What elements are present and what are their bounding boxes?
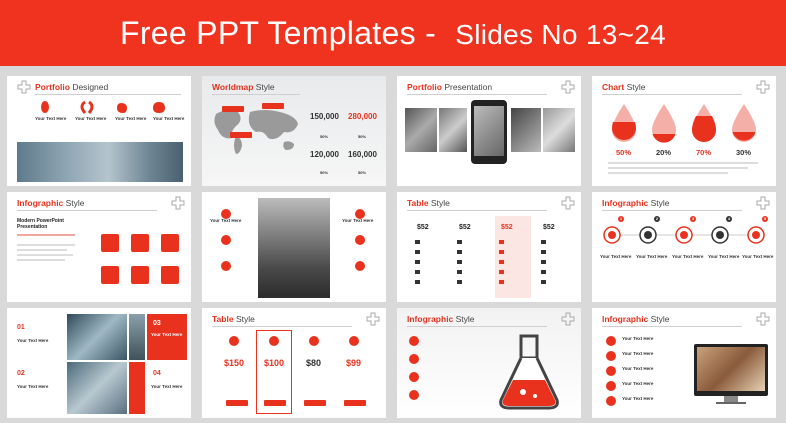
text-placeholder	[608, 167, 748, 169]
slide-title: Infographic Style	[602, 198, 670, 208]
family-photo	[405, 108, 437, 152]
slide-table-style-2[interactable]	[202, 308, 386, 418]
slide-title: Table Style	[212, 314, 255, 324]
map-label	[230, 132, 252, 138]
slide-title: Infographic Style	[602, 314, 670, 324]
item-label: Your Text Here	[151, 384, 183, 389]
step-number: 3	[691, 216, 695, 221]
slides-grid	[0, 66, 786, 423]
monitor-screen-photo	[697, 347, 765, 391]
bullet-icons	[407, 334, 421, 404]
medical-cross-icon	[366, 312, 380, 326]
slide-portfolio-presentation[interactable]	[397, 76, 581, 186]
stat-value: 160,000	[348, 150, 377, 159]
medical-cross-icon	[171, 196, 185, 210]
family-photo	[511, 108, 541, 152]
start-button[interactable]	[226, 400, 248, 406]
title-rule	[17, 210, 157, 211]
text-placeholder	[17, 244, 75, 246]
text-placeholder	[17, 249, 67, 251]
item-label: Your Text Here	[342, 218, 374, 223]
slide-heading: Modern PowerPoint Presentation	[17, 218, 64, 230]
map-label	[222, 106, 244, 112]
stat-value: 150,000	[310, 112, 339, 121]
item-label: Your Text Here	[622, 336, 654, 341]
text-placeholder	[608, 162, 758, 164]
icon-box	[161, 234, 179, 252]
title-rule	[407, 326, 547, 327]
price: $52	[417, 224, 429, 231]
step-number: 4	[727, 216, 731, 221]
title-rule	[602, 326, 742, 327]
price: $52	[543, 224, 555, 231]
slide-infographic-style-1[interactable]	[7, 192, 191, 302]
flask-illustration	[497, 334, 561, 414]
step-number: 2	[655, 216, 659, 221]
medical-cross-icon	[756, 80, 770, 94]
price: $100	[264, 358, 285, 368]
item-label: Your Text Here	[17, 338, 49, 343]
slide-chart-style[interactable]	[592, 76, 776, 186]
percent-label: 50%	[358, 170, 367, 175]
slide-infographic-style-3[interactable]	[397, 308, 581, 418]
stat-value: 120,000	[310, 150, 339, 159]
organ-icons	[604, 334, 618, 408]
text-placeholder	[17, 234, 75, 236]
building-photo	[258, 198, 330, 298]
organ-icons	[226, 334, 376, 348]
item-label: Your Text Here	[708, 254, 740, 259]
map-label	[262, 103, 284, 109]
slide-title: Portfolio Designed	[35, 82, 109, 92]
icon-box	[131, 234, 149, 252]
start-button[interactable]	[344, 400, 366, 406]
item-label: Your Text Here	[742, 254, 774, 259]
price: $99	[346, 358, 362, 368]
start-button[interactable]	[304, 400, 326, 406]
medical-cross-icon	[756, 196, 770, 210]
hospital-room-photo	[17, 142, 183, 182]
icon-box	[101, 266, 119, 284]
title-banner	[0, 0, 786, 66]
item-label: Your Text Here	[75, 116, 107, 121]
item-label: Your Text Here	[622, 351, 654, 356]
blood-drop-chart	[604, 102, 764, 144]
icon-box	[131, 266, 149, 284]
title-rule	[407, 94, 547, 95]
monitor-base	[716, 402, 746, 404]
section-number: 02	[17, 370, 25, 377]
text-placeholder	[608, 172, 728, 174]
price: $52	[501, 224, 513, 231]
stat-value: 280,000	[348, 112, 377, 121]
slide-worldmap-style[interactable]	[202, 76, 386, 186]
section-number: 04	[153, 370, 161, 377]
slide-title: Worldmap Style	[212, 82, 275, 92]
text-placeholder	[17, 259, 65, 261]
item-label: Your Text Here	[600, 254, 632, 259]
item-label: Your Text Here	[636, 254, 668, 259]
section-number: 01	[17, 324, 25, 331]
item-label: Your Text Here	[35, 116, 67, 121]
slide-title: Portfolio Presentation	[407, 82, 493, 92]
banner-title	[120, 15, 666, 52]
world-map	[210, 106, 302, 156]
title-rule	[35, 94, 181, 95]
item-label: Your Text Here	[115, 116, 147, 121]
item-label: Your Text Here	[622, 396, 654, 401]
slide-title: Chart Style	[602, 82, 646, 92]
text-placeholder	[17, 254, 73, 256]
medical-cross-icon	[17, 80, 31, 94]
medical-photo	[67, 314, 127, 360]
item-label: Your Text Here	[151, 332, 183, 337]
start-button[interactable]	[264, 400, 286, 406]
title-rule	[212, 94, 300, 95]
slide-title: Infographic Style	[407, 314, 475, 324]
banner-main-text: Free PPT Templates -	[119, 14, 446, 51]
title-rule	[212, 326, 352, 327]
section-number: 03	[153, 320, 161, 327]
family-photo	[543, 108, 575, 152]
item-label: Your Text Here	[672, 254, 704, 259]
percent-value: 70%	[696, 148, 712, 157]
percent-label: 50%	[358, 134, 367, 139]
medical-photo	[129, 314, 145, 360]
percent-label: 50%	[320, 170, 329, 175]
price: $52	[459, 224, 471, 231]
percent-value: 20%	[656, 148, 672, 157]
accent-strip	[129, 362, 145, 414]
icon-box	[161, 266, 179, 284]
family-photo	[439, 108, 467, 152]
step-number: 1	[619, 216, 623, 221]
phone-screen-photo	[474, 106, 504, 156]
title-rule	[602, 94, 742, 95]
medical-cross-icon	[561, 80, 575, 94]
medical-cross-icon	[756, 312, 770, 326]
slide-table-style-1[interactable]	[397, 192, 581, 302]
item-label: Your Text Here	[622, 366, 654, 371]
slide-title: Infographic Style	[17, 198, 85, 208]
price: $80	[306, 358, 322, 368]
slide-infographic-style-4[interactable]	[592, 308, 776, 418]
slide-photo-grid[interactable]	[7, 308, 191, 418]
icon-box	[101, 234, 119, 252]
item-label: Your Text Here	[622, 381, 654, 386]
item-label: Your Text Here	[210, 218, 242, 223]
step-number: 5	[763, 216, 767, 221]
medical-photo	[67, 362, 127, 414]
slide-portfolio-designed[interactable]	[7, 76, 191, 186]
price: $150	[224, 358, 245, 368]
medical-cross-icon	[561, 196, 575, 210]
percent-label: 50%	[320, 134, 329, 139]
percent-value: 30%	[736, 148, 752, 157]
title-rule	[407, 210, 547, 211]
slide-building[interactable]	[202, 192, 386, 302]
percent-value: 50%	[616, 148, 632, 157]
slide-infographic-style-2[interactable]	[592, 192, 776, 302]
banner-sub-text: Slides No 13~24	[455, 18, 666, 50]
organ-icons	[37, 100, 177, 114]
numbered-circles	[600, 220, 770, 250]
item-label: Your Text Here	[153, 116, 185, 121]
title-rule	[602, 210, 742, 211]
medical-cross-icon	[561, 312, 575, 326]
slide-title: Table Style	[407, 198, 450, 208]
item-label: Your Text Here	[17, 384, 49, 389]
table-rows	[411, 238, 571, 294]
